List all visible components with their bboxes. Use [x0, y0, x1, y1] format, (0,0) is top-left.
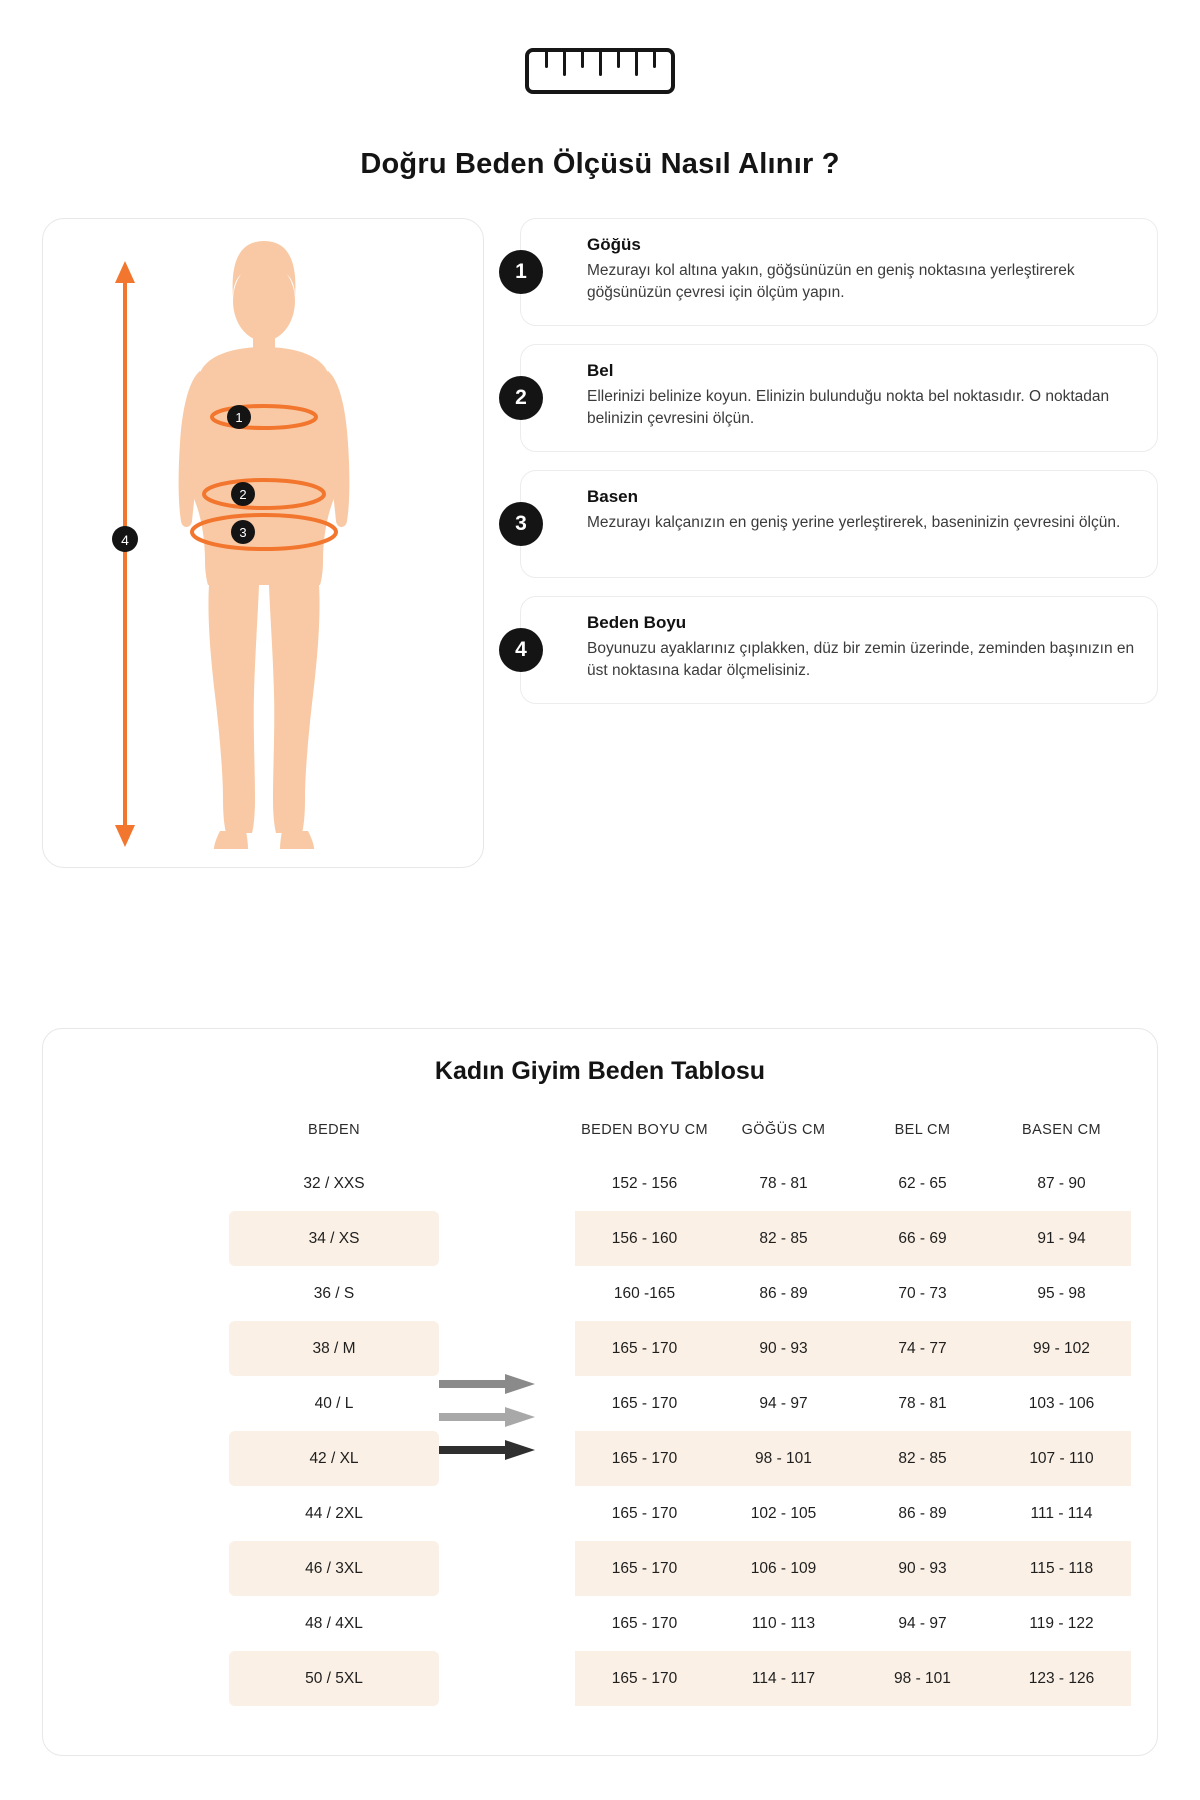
- cell-gogus: 90 - 93: [759, 1339, 808, 1357]
- step-text: Mezurayı kalçanızın en geniş yerine yerleştirerek, baseninizin çevresini ölçün.: [587, 514, 1121, 531]
- cell-gogus: 94 - 97: [759, 1394, 808, 1412]
- size-table: [43, 1104, 1157, 1706]
- arrow-group: [439, 1374, 549, 1473]
- cell-gogus: 110 - 113: [751, 1614, 816, 1632]
- arrow-right-icon: [439, 1374, 535, 1394]
- svg-text:3: 3: [239, 525, 247, 540]
- table-row: [575, 1651, 1131, 1706]
- cell-boy: 152 - 156: [611, 1174, 678, 1192]
- svg-text:4: 4: [121, 532, 129, 548]
- cell-boy: 165 - 170: [611, 1339, 678, 1357]
- step-title: Bel: [587, 361, 614, 380]
- cell-basen: 107 - 110: [1029, 1449, 1094, 1467]
- header-bel: BEL CM: [894, 1121, 951, 1138]
- table-row: [575, 1321, 1131, 1376]
- header-basen: BASEN CM: [1022, 1121, 1101, 1138]
- measurements-column: [575, 1104, 1131, 1706]
- cell-basen: 119 - 122: [1029, 1614, 1094, 1632]
- table-row: [229, 1431, 439, 1486]
- step-number-badge: 1: [499, 250, 543, 294]
- measurement-steps: [515, 218, 1158, 722]
- cell-boy: 165 - 170: [611, 1559, 678, 1577]
- cell-boy: 165 - 170: [611, 1449, 678, 1467]
- step-text: Mezurayı kol altına yakın, göğsünüzün en geniş noktasına yerleştirerek göğsünüzün çevresi için ölçüm yapın.: [587, 262, 1075, 302]
- table-row: [229, 1486, 439, 1541]
- arrow-right-icon: [439, 1407, 535, 1427]
- size-cell: 48 / 4XL: [305, 1614, 363, 1632]
- cell-basen: 95 - 98: [1037, 1284, 1086, 1302]
- cell-boy: 165 - 170: [611, 1669, 678, 1687]
- size-cell: 44 / 2XL: [305, 1504, 363, 1522]
- page-title: Doğru Beden Ölçüsü Nasıl Alınır ?: [360, 148, 840, 180]
- header-gogus: GÖĞÜS CM: [741, 1121, 826, 1138]
- step-number-badge: 3: [499, 502, 543, 546]
- table-row: [575, 1376, 1131, 1431]
- size-cell: 38 / M: [312, 1339, 356, 1357]
- cell-basen: 115 - 118: [1029, 1559, 1094, 1577]
- table-row: [575, 1596, 1131, 1651]
- step-title: Beden Boyu: [587, 613, 687, 632]
- step-text: Boyunuzu ayaklarınız çıplakken, düz bir zemin üzerinde, zeminden başınızın en üst noktasına kadar ölçmelisiniz.: [587, 640, 1135, 680]
- step-item: [515, 344, 1158, 452]
- table-row: [229, 1376, 439, 1431]
- step-item: [515, 470, 1158, 578]
- ruler-icon-wrapper: [0, 48, 1200, 94]
- size-cell: 36 / S: [313, 1284, 355, 1302]
- cell-basen: 103 - 106: [1028, 1394, 1095, 1412]
- cell-bel: 94 - 97: [898, 1614, 947, 1632]
- body-figure-card: [42, 218, 484, 868]
- cell-bel: 82 - 85: [898, 1449, 947, 1467]
- cell-bel: 66 - 69: [898, 1229, 947, 1247]
- cell-gogus: 82 - 85: [759, 1229, 808, 1247]
- size-column: [229, 1104, 439, 1706]
- header-beden-boyu: BEDEN BOYU CM: [581, 1121, 708, 1138]
- table-row: [575, 1486, 1131, 1541]
- table-title: Kadın Giyim Beden Tablosu: [434, 1057, 766, 1085]
- step-title: Göğüs: [587, 235, 641, 254]
- cell-bel: 74 - 77: [898, 1339, 947, 1357]
- table-row: [575, 1541, 1131, 1596]
- cell-bel: 78 - 81: [898, 1394, 947, 1412]
- cell-bel: 62 - 65: [898, 1174, 947, 1192]
- cell-bel: 70 - 73: [898, 1284, 947, 1302]
- step-item: [515, 596, 1158, 704]
- header-beden: BEDEN: [308, 1121, 360, 1138]
- cell-bel: 86 - 89: [898, 1504, 947, 1522]
- table-row: [575, 1266, 1131, 1321]
- ruler-icon: [525, 48, 675, 94]
- table-row: [229, 1156, 439, 1211]
- svg-text:2: 2: [239, 487, 247, 502]
- cell-basen: 99 - 102: [1033, 1339, 1090, 1357]
- step-number-badge: 4: [499, 628, 543, 672]
- cell-basen: 111 - 114: [1030, 1504, 1093, 1522]
- svg-text:1: 1: [235, 410, 243, 425]
- table-row: [575, 1211, 1131, 1266]
- cell-basen: 123 - 126: [1028, 1669, 1095, 1687]
- size-column-header: [229, 1104, 439, 1156]
- table-row: [229, 1321, 439, 1376]
- size-cell: 34 / XS: [308, 1229, 360, 1247]
- cell-boy: 165 - 170: [611, 1504, 678, 1522]
- table-row: [575, 1156, 1131, 1211]
- cell-basen: 87 - 90: [1037, 1174, 1086, 1192]
- table-row: [229, 1651, 439, 1706]
- cell-gogus: 114 - 117: [751, 1669, 816, 1687]
- measurements-header: [575, 1104, 1131, 1156]
- cell-boy: 156 - 160: [611, 1229, 678, 1247]
- step-text: Ellerinizi belinize koyun. Elinizin bulunduğu nokta bel noktasıdır. O noktadan belinizin çevresini ölçün.: [587, 388, 1110, 428]
- cell-basen: 91 - 94: [1037, 1229, 1086, 1247]
- step-title: Basen: [587, 487, 639, 506]
- cell-gogus: 106 - 109: [750, 1559, 817, 1577]
- size-cell: 46 / 3XL: [305, 1559, 363, 1577]
- table-row: [575, 1431, 1131, 1486]
- cell-gogus: 102 - 105: [750, 1504, 817, 1522]
- size-cell: 40 / L: [314, 1394, 354, 1412]
- cell-gogus: 98 - 101: [755, 1449, 812, 1467]
- cell-boy: 165 - 170: [611, 1394, 678, 1412]
- cell-boy: 160 -165: [613, 1284, 676, 1302]
- size-table-card: [42, 1028, 1158, 1756]
- body-illustration: [43, 219, 485, 869]
- table-row: [229, 1211, 439, 1266]
- table-row: [229, 1596, 439, 1651]
- table-row: [229, 1266, 439, 1321]
- cell-bel: 90 - 93: [898, 1559, 947, 1577]
- arrow-right-icon: [439, 1440, 535, 1460]
- size-cell: 42 / XL: [309, 1449, 359, 1467]
- step-number-badge: 2: [499, 376, 543, 420]
- table-row: [229, 1541, 439, 1596]
- cell-boy: 165 - 170: [611, 1614, 678, 1632]
- cell-gogus: 78 - 81: [759, 1174, 808, 1192]
- size-cell: 32 / XXS: [303, 1174, 365, 1192]
- cell-gogus: 86 - 89: [759, 1284, 808, 1302]
- size-cell: 50 / 5XL: [305, 1669, 363, 1687]
- step-item: [515, 218, 1158, 326]
- cell-bel: 98 - 101: [894, 1669, 951, 1687]
